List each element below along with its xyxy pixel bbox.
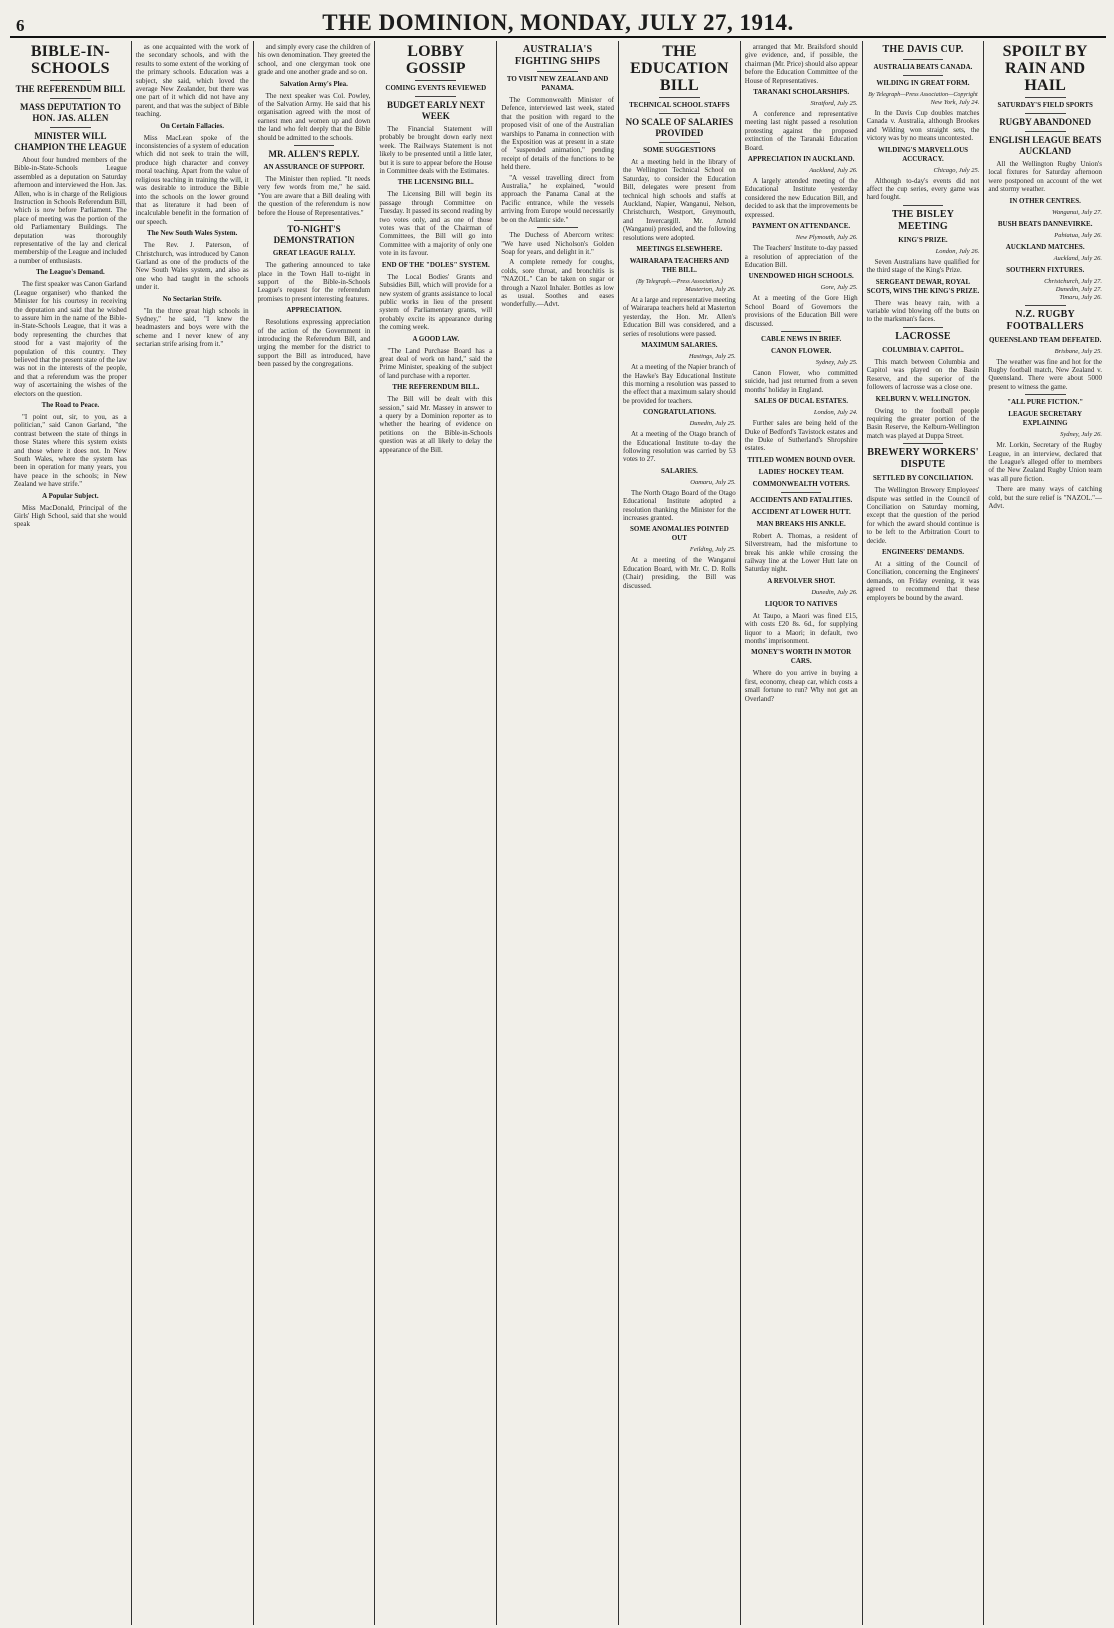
article-paragraph: At a meeting of the Otago branch of the Educational Institute to-day the following resolution was carried by 53 votes to 27. <box>622 430 736 464</box>
byline: By Telegraph—Press Association—Copyright <box>868 92 978 98</box>
article-paragraph: Robert A. Thomas, a resident of Silverstream, had the misfortune to break his ankle while crossing the railway line at the Lower Hutt late on Saturday night. <box>744 531 858 574</box>
advertisement-paragraph: There are many ways of catching cold, but the sure relief is "NAZOL."—Advt. <box>988 485 1102 511</box>
section-heading: KELBURN V. WELLINGTON. <box>875 394 971 403</box>
subheadline: WILDING IN GREAT FORM. <box>876 79 970 87</box>
section-heading: CANON FLOWER. <box>771 346 832 355</box>
article-paragraph: Canon Flower, who committed suicide, had just returned from a seven months' holiday in England. <box>744 368 858 394</box>
dateline: Wanganui, July 27. <box>1052 208 1102 216</box>
section-heading: LADIES' HOCKEY TEAM. <box>758 467 844 476</box>
article-paragraph: The Bill will be dealt with this session," said Mr. Massey in answer to a query by a Dominion reporter as to whether the hearing of evidence on petitions on the Bible-in-Schools question was at all likely to delay the appearance of the Bill. <box>379 395 493 454</box>
article-paragraph: There was heavy rain, with a variable wind blowing off the butts on to the marksman's faces. <box>866 298 980 324</box>
section-heading: MEETINGS ELSEWHERE. <box>636 245 723 254</box>
column-1 <box>10 41 132 1625</box>
column-4 <box>375 41 497 1625</box>
section-heading: MAXIMUM SALARIES. <box>641 341 718 350</box>
article-paragraph: The Financial Statement will probably be brought down early next week. The Railways Statement is not likely to be presented until a little later, but it is sure to appear before the House in Committee deals with the Estimates. <box>379 125 493 176</box>
dateline: Brisbane, July 25. <box>1054 347 1102 355</box>
column-2 <box>132 41 254 1625</box>
advertisement-paragraph: Where do you arrive in buying a first, economy, cheap car, which costs a small fortune to run? Why not get an Overland? <box>744 669 858 703</box>
headline: THE EDUCATION BILL <box>630 43 729 94</box>
article-paragraph: Seven Australians have qualified for the third stage of the King's Prize. <box>866 257 980 275</box>
section-heading: CONGRATULATIONS. <box>642 408 716 417</box>
section-heading: END OF THE "DOLES" SYSTEM. <box>381 260 490 269</box>
column-3 <box>254 41 376 1625</box>
dateline: Sydney, July 26. <box>1060 431 1102 439</box>
section-heading: QUEENSLAND TEAM DEFEATED. <box>988 335 1102 344</box>
subheadline: MR. ALLEN'S REPLY. <box>268 149 360 160</box>
headline: AUSTRALIA'S FIGHTING SHIPS <box>514 44 601 67</box>
advertisement-paragraph: A complete remedy for coughs, colds, sore throat, and bronchitis is "NAZOL." Can be taken on sugar or through a Nazol Inhaler. Bottles as low as usual. Soothes and eases wonderfully.—Advt. <box>501 258 614 309</box>
section-heading: SETTLED BY CONCILIATION. <box>872 474 974 483</box>
section-heading: WILDING'S MARVELLOUS ACCURACY. <box>877 145 969 163</box>
article-paragraph: Miss MacDonald, Principal of the Girls' High School, said that she would speak <box>14 503 127 529</box>
headline: THE DAVIS CUP. <box>882 44 964 55</box>
section-heading: GREAT LEAGUE RALLY. <box>272 249 356 258</box>
section-heading: SERGEANT DEWAR, ROYAL SCOTS, WINS THE KING'S PRIZE. <box>866 277 980 295</box>
dateline: Auckland, July 26. <box>1053 254 1102 262</box>
column-8 <box>863 41 985 1625</box>
article-paragraph: At a meeting of the Gore High School Board of Governors the provisions of the Education Bill were discussed. <box>744 294 858 328</box>
section-heading: A REVOLVER SHOT. <box>767 576 836 585</box>
article-paragraph: as one acquainted with the work of the secondary schools, and with the results to some extent of the working of the primary schools. Education was a subject, she said, which loved the average New Zealander, but there was one part of it which did not have any parent, and that was the subject of Bible teaching. <box>135 43 249 119</box>
article-paragraph: Mr. Lorkin, Secretary of the Rugby League, in an interview, declared that the League's alleged offer to members of the New Zealand Rugby Union team was all pure fiction. <box>988 441 1102 483</box>
subheadline: SOME SUGGESTIONS <box>643 146 716 154</box>
section-heading: No Sectarian Strife. <box>162 294 222 303</box>
headline: LACROSSE <box>895 330 951 342</box>
column-5 <box>497 41 619 1625</box>
article-paragraph: The weather was fine and hot for the Rugby football match, New Zealand v. Queensland. There were about 5000 present to witness the game. <box>988 357 1102 391</box>
article-paragraph: At a sitting of the Council of Conciliation, concerning the Engineers' demands, on Friday evening, it was agreed to recommend that these employers be bound by the award. <box>866 559 980 602</box>
column-7 <box>741 41 863 1625</box>
column-6 <box>619 41 741 1625</box>
dateline: New Plymouth, July 26. <box>795 234 858 242</box>
section-heading: A Popular Subject. <box>42 491 99 500</box>
dateline: Auckland, July 26. <box>809 167 858 175</box>
article-paragraph: arranged that Mr. Brailsford should give evidence, and, if possible, the chairman (Mr. Price) should also appear before the Education Committee of the House of Representatives. <box>744 43 858 85</box>
section-heading: COMMONWEALTH VOTERS. <box>752 479 850 488</box>
dateline: Masterton, July 26. <box>685 286 736 294</box>
dateline: Pahiatua, July 26. <box>1054 231 1102 239</box>
dateline: Hastings, July 25. <box>688 353 736 361</box>
section-heading: ACCIDENT AT LOWER HUTT. <box>751 507 851 516</box>
subheadline: RUGBY ABANDONED <box>999 117 1092 127</box>
subheadline: BUDGET EARLY NEXT WEEK <box>386 100 485 121</box>
article-paragraph: Miss MacLean spoke of the inconsistencies of a system of education which did not seek to train the will, produce high character and convey moral teaching. Apart from the value of religious teaching in training the will, it was desirable to introduce the Bible into the schools on the lower ground that as literature it had been of incalculable benefit in the formation of our speech. <box>135 133 249 226</box>
article-paragraph: The Licensing Bill will begin its passage through Committee on Tuesday. It passed its second reading by two votes only, and as one of those votes was that of the Chairman of Committees, the Bill will go into Committee with a majority of only one vote in its favour. <box>379 190 493 258</box>
article-paragraph: The North Otago Board of the Otago Educational Institute adopted a resolution thanking the Minister for the increases granted. <box>622 488 736 522</box>
dateline: Dunedin, July 26. <box>811 588 858 596</box>
section-heading: APPRECIATION IN AUCKLAND. <box>747 155 855 164</box>
article-paragraph: The Rev. J. Paterson, of Christchurch, was introduced by Canon Garland as one of the products of the New South Wales system, and also as one who had taught in the schools under it. <box>135 241 249 292</box>
dateline: Dunedin, July 27. <box>1055 285 1102 293</box>
subheadline: NO SCALE OF SALARIES PROVIDED <box>625 117 734 138</box>
article-paragraph: At a large and representative meeting of Wairarapa teachers held at Masterton yesterday, the Hon. Mr. Allen's Education Bill was considered, and a series of resolutions were passed. <box>622 296 736 338</box>
dateline: London, July 24. <box>813 409 858 417</box>
dateline: Christchurch, July 27. <box>1044 277 1102 285</box>
dateline: Oamaru, July 25. <box>690 478 736 486</box>
section-heading: TARANAKI SCHOLARSHIPS. <box>753 88 850 97</box>
section-heading: PAYMENT ON ATTENDANCE. <box>752 222 851 231</box>
section-heading: MAN BREAKS HIS ANKLE. <box>756 519 846 528</box>
section-heading: "ALL PURE FICTION." <box>1007 398 1084 407</box>
article-paragraph: This match between Columbia and Capitol was played on the Basin Reserve, and the superior of the followers of lacrosse was a close one. <box>866 357 980 392</box>
section-heading: A GOOD LAW. <box>412 334 460 343</box>
section-heading: TITLED WOMEN BOUND OVER. <box>747 455 855 464</box>
subheadline: COMING EVENTS REVIEWED <box>385 84 487 92</box>
article-paragraph: "In the three great high schools in Sydney," he said, "I knew the headmasters and boys were with the scheme and I never knew of any sectarian strife arising from it." <box>135 306 249 349</box>
dateline: Stratford, July 25. <box>810 100 858 108</box>
section-heading: The New South Wales System. <box>147 229 238 238</box>
section-heading: UNENDOWED HIGH SCHOOLS. <box>748 272 854 281</box>
section-heading: KING'S PRIZE. <box>898 235 948 244</box>
section-heading: SOUTHERN FIXTURES. <box>1006 265 1085 274</box>
headline: BIBLE-IN-SCHOOLS <box>30 43 110 77</box>
advertisement-paragraph: The Duchess of Abercorn writes: "We have used Nicholson's Golden Soap for years, and delight in it." <box>501 231 614 256</box>
article-paragraph: The Wellington Brewery Employees' dispute was settled in the Council of Conciliation on Saturday morning, except that the question of the period for which the award should continue is to be left to the Arbitration Court to decide. <box>866 486 980 545</box>
article-paragraph: At a meeting held in the library of the Wellington Technical School on Saturday, to consider the Education Bill, delegates were present from technical high schools and staffs at Auckland, Napier, Wanganui, Nelson, Christchurch, Westport, Greymouth, and Invercargill. Mr. Arnold (Wanganui) presided, and the following resolutions were adopted. <box>622 158 736 242</box>
section-heading: MONEY'S WORTH IN MOTOR CARS. <box>751 648 852 666</box>
section-heading: SALES OF DUCAL ESTATES. <box>754 397 848 406</box>
article-paragraph: At a meeting of the Napier branch of the Hawke's Bay Educational Institute this morning a resolution was passed to the effect that a maximum salary should be provided for teachers. <box>622 363 736 405</box>
dateline: London, July 26. <box>935 247 980 255</box>
column-9 <box>984 41 1106 1625</box>
article-paragraph: All the Wellington Rugby Union's local fixtures for Saturday afternoon were postponed on account of the wet and stormy weather. <box>988 160 1102 194</box>
section-heading: SALARIES. <box>661 466 698 475</box>
dateline: Sydney, July 25. <box>815 358 858 366</box>
article-paragraph: Resolutions expressing appreciation of the action of the Government in introducing the Referendum Bill, and urging the member for the district to support the Bill as introduced, have been passed by the congregations. <box>257 318 371 369</box>
subheadline: TO-NIGHT'S DEMONSTRATION <box>273 224 355 246</box>
article-paragraph: About four hundred members of the Bible-in-State-Schools League assembled as a deputation on Saturday afternoon and interviewed the Hon. Jas. Allen, who is in charge of the Religious Instruction in Schools Referendum Bill, which is now before Parliament. The place of meeting was the portion of the old Parliamentary Buildings. The deputation was thoroughly representative of the lay and clerical membership of the League and included a number of enthusiasts. <box>14 156 127 265</box>
section-heading: On Certain Fallacies. <box>160 121 224 130</box>
byline: (By Telegraph.—Press Association.) <box>635 279 723 286</box>
headline: N.Z. RUGBY FOOTBALLERS <box>1006 308 1084 332</box>
article-paragraph: "The Land Purchase Board has a great deal of work on hand," said the Prime Minister, speaking of the subject of land purchase with a reporter. <box>379 346 493 380</box>
section-heading: WAIRARAPA TEACHERS AND THE BILL. <box>629 257 730 275</box>
article-paragraph: The Local Bodies' Grants and Subsidies Bill, which will provide for a new system of grants assistance to local public works in lieu of the present system of Parliamentary grants, will probably excite its appearance during the coming week. <box>379 272 493 332</box>
article-paragraph: At a meeting of the Wanganui Education Board, with Mr. C. D. Rolls (Chair) presiding, the Bill was discussed. <box>622 556 736 590</box>
article-paragraph: The first speaker was Canon Garland (League organiser) who thanked the Minister for his courtesy in receiving the deputation and said that he wished to assure him in the name of the Bible-in-State-Schools League, that it was a body representing the churches that stood for a vast majority of the population of this country. They believed that the present state of the law was not in the interests of the people, and that a referendum was the proper way of ascertaining the wishes of the electors on the question. <box>14 280 127 398</box>
columns <box>10 41 1106 1625</box>
headline: THE BISLEY MEETING <box>891 208 955 232</box>
section-heading: SOME ANOMALIES POINTED OUT <box>629 525 729 543</box>
article-paragraph: Although to-day's events did not affect the cup series, every game was hard fought. <box>866 176 980 202</box>
dateline: New York, July 24. <box>930 99 980 106</box>
section-heading: The Road to Peace. <box>41 400 100 409</box>
section-heading: LEAGUE SECRETARY EXPLAINING <box>1008 410 1083 428</box>
subheadline: TECHNICAL SCHOOL STAFFS <box>629 101 730 109</box>
section-heading: Salvation Army's Plea. <box>280 79 348 88</box>
subheadline: SATURDAY'S FIELD SPORTS <box>997 101 1093 109</box>
article-paragraph: and simply every case the children of his own denomination. They greeted the school, and one clergyman took one grade and one another grade and so on. <box>257 43 371 77</box>
article-paragraph: The Teachers' Institute to-day passed a resolution of appreciation of the Education Bill. <box>744 244 858 269</box>
headline: SPOILT BY RAIN AND HAIL <box>1002 43 1088 94</box>
article-paragraph: The Commonwealth Minister of Defence, interviewed last week, stated that the position with regard to the proposed visit of one of the Australian warships to Panama in connection with the Exposition was at present in a state of "suspended animation," pending receipt of details of the functions to be held there. <box>501 96 614 172</box>
article-paragraph: The Minister then replied. "It needs very few words from me," he said. "You are aware that a Bill dealing with the question of the referendum is now before the House of Representatives." <box>257 175 371 217</box>
subheadline: AUSTRALIA BEATS CANADA. <box>873 63 973 71</box>
article-paragraph: A conference and representative meeting last night passed a resolution protesting against the proposed extinction of the Taranaki Education Board. <box>744 110 858 152</box>
headline: BREWERY WORKERS' DISPUTE <box>867 447 979 471</box>
section-heading: IN OTHER CENTRES. <box>1009 196 1081 205</box>
subheadline: MINISTER WILL CHAMPION THE LEAGUE <box>14 131 127 152</box>
headline: LOBBY GOSSIP <box>405 43 466 77</box>
article-paragraph: In the Davis Cup doubles matches Canada v. Australia, although Brookes and Wilding won straight sets, the victory was by no means uncontested. <box>866 109 980 143</box>
dateline: Feilding, July 25. <box>689 546 736 554</box>
section-heading: AUCKLAND MATCHES. <box>1005 242 1085 251</box>
dateline: Gore, July 25. <box>820 284 858 292</box>
section-heading: CABLE NEWS IN BRIEF. <box>761 334 842 343</box>
dateline: Dunedin, July 25. <box>689 420 736 428</box>
section-heading: AN ASSURANCE OF SUPPORT. <box>263 163 365 172</box>
masthead <box>10 6 1106 38</box>
subheadline: MASS DEPUTATION TO HON. JAS. ALLEN <box>19 102 121 123</box>
article-paragraph: Owing to the football people requiring the greater portion of the Basin Reserve, the Kelburn-Wellington match was played at Duppa Street. <box>866 406 980 440</box>
article-paragraph: At Taupo, a Maori was fined £15, with costs £20 8s. 6d., for supplying liquor to a Maori; in default, two months' imprisonment. <box>744 611 858 646</box>
section-heading: COLUMBIA V. CAPITOL. <box>882 345 964 354</box>
article-paragraph: The gathering announced to take place in the Town Hall to-night in support of the Bible-in-Schools League's request for the referendum promises to present interesting features. <box>257 261 371 303</box>
section-heading: ENGINEERS' DEMANDS. <box>881 547 965 556</box>
subheadline: THE REFERENDUM BILL <box>15 84 126 94</box>
article-paragraph: A largely attended meeting of the Educational Institute yesterday considered the new Education Bill, and decided to ask that the improvements be expressed. <box>744 177 858 219</box>
section-heading: APPRECIATION. <box>286 306 342 315</box>
section-heading: THE REFERENDUM BILL. <box>392 383 480 392</box>
article-paragraph: Further sales are being held of the Duke of Bedford's Tavistock estates and the Duke of Sutherland's Shropshire estates. <box>744 419 858 453</box>
article-paragraph: "I point out, sir, to you, as a politician," said Canon Garland, "the contrast between the state of things in those States where this system exists and those where it does not. In New South Wales, where the system has been in operation for many years, you have peace in the schools; in New Zealand we have strife." <box>14 412 127 489</box>
section-heading: THE LICENSING BILL. <box>397 178 474 187</box>
page-number: 6 <box>16 16 25 35</box>
section-heading: The League's Demand. <box>36 268 105 277</box>
section-heading: LIQUOR TO NATIVES <box>765 599 838 608</box>
dateline: Chicago, July 25. <box>933 166 980 174</box>
section-heading: ACCIDENTS AND FATALITIES. <box>750 495 853 504</box>
subheadline: TO VISIT NEW ZEALAND AND PANAMA. <box>506 75 609 92</box>
article-paragraph: "A vessel travelling direct from Australia," he explained, "would approach the Panama Canal at the Pacific entrance, while the vessels arriving from Europe would necessarily be on the Atlantic side." <box>501 173 614 224</box>
article-paragraph: The next speaker was Col. Powley, of the Salvation Army. He said that his organisation agreed with the most of earnest men and women up and down the land who felt deeply that the Bible should be admitted to the schools. <box>257 91 371 142</box>
paper-title: THE DOMINION, MONDAY, JULY 27, 1914. <box>322 10 794 35</box>
dateline: Timaru, July 26. <box>1059 293 1102 301</box>
section-heading: BUSH BEATS DANNEVIRKE. <box>997 219 1093 228</box>
subheadline: ENGLISH LEAGUE BEATS AUCKLAND <box>988 135 1102 156</box>
